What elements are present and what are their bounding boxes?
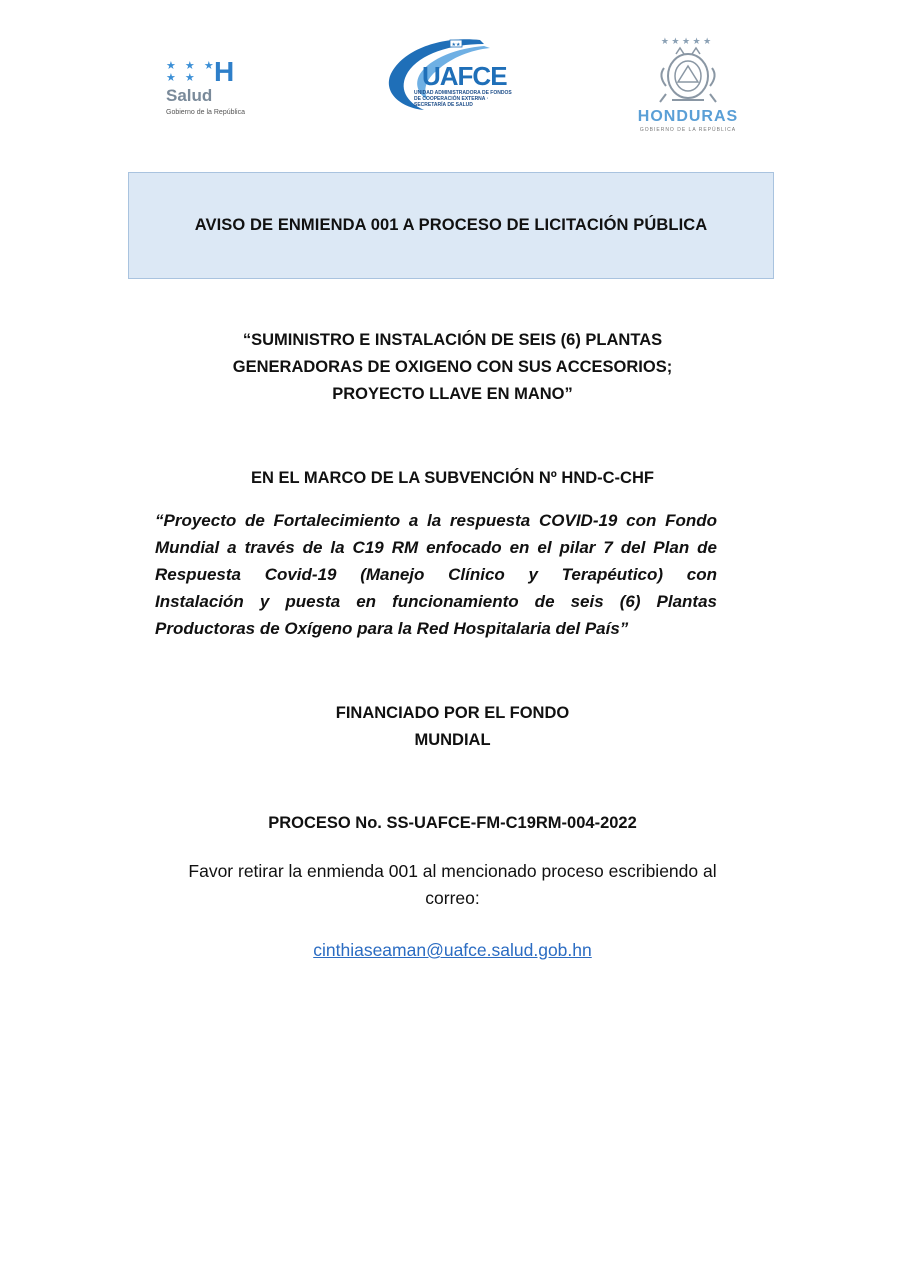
project-title-line: PROYECTO LLAVE EN MANO” <box>332 385 573 403</box>
grant-description-line: Instalación y puesta en funcionamiento de seis (6) Plantas <box>155 592 717 611</box>
process-number: PROCESO No. SS-UAFCE-FM-C19RM-004-2022 <box>268 814 637 832</box>
notice-title: AVISO DE ENMIENDA 001 A PROCESO DE LICITACIÓN PÚBLICA <box>194 216 708 234</box>
grant-description-line: “Proyecto de Fortalecimiento a la respuesta COVID-19 con Fondo <box>155 511 717 530</box>
stars-icon: ★ ★ ★ ★ ★ <box>166 60 217 84</box>
uafce-subtitle: UNIDAD ADMINISTRADORA DE FONDOS DE COOPERACIÓN EXTERNA · SECRETARÍA DE SALUD <box>414 90 512 108</box>
funding-line: MUNDIAL <box>414 731 491 749</box>
instructions-line: Favor retirar la enmienda 001 al mencionado proceso escribiendo al <box>188 861 717 881</box>
salud-wordmark: Salud <box>166 86 213 105</box>
project-title-line: GENERADORAS DE OXIGENO CON SUS ACCESORIOS; <box>232 358 673 376</box>
salud-h-letter: H <box>214 56 235 87</box>
contact-email-link[interactable]: cinthiaseaman@uafce.salud.gob.hn <box>313 940 592 960</box>
funding-statement <box>230 700 675 754</box>
funding-line: FINANCIADO POR EL FONDO <box>335 704 570 722</box>
grant-description-line: Productoras de Oxígeno para la Red Hospitalaria del País” <box>155 619 629 638</box>
honduras-wordmark: HONDURAS <box>637 108 739 125</box>
uafce-logo <box>384 34 518 118</box>
grant-description-line: Mundial a través de la C19 RM enfocado en el pilar 7 del Plan de <box>155 538 717 557</box>
instructions-text <box>150 858 755 912</box>
grant-description <box>155 507 717 642</box>
grant-description-line: Respuesta Covid-19 (Manejo Clínico y Terapéutico) con <box>155 565 717 584</box>
uafce-wordmark: UAFCE <box>422 61 507 91</box>
svg-text:★★: ★★ <box>451 42 461 48</box>
instructions-line: correo: <box>425 888 480 908</box>
project-title-line: “SUMINISTRO E INSTALACIÓN DE SEIS (6) PLANTAS <box>242 331 663 349</box>
salud-logo <box>162 58 282 122</box>
notice-banner <box>128 172 774 279</box>
coat-of-arms-icon <box>656 46 720 106</box>
stars-icon: ★ ★ ★ ★ ★ <box>660 36 712 46</box>
honduras-subtitle: GOBIERNO DE LA REPÚBLICA <box>639 127 737 133</box>
honduras-logo <box>618 36 758 136</box>
project-title <box>170 327 735 408</box>
salud-subtitle: Gobierno de la República <box>166 109 245 116</box>
grant-heading: EN EL MARCO DE LA SUBVENCIÓN Nº HND-C-CHF <box>251 469 654 487</box>
